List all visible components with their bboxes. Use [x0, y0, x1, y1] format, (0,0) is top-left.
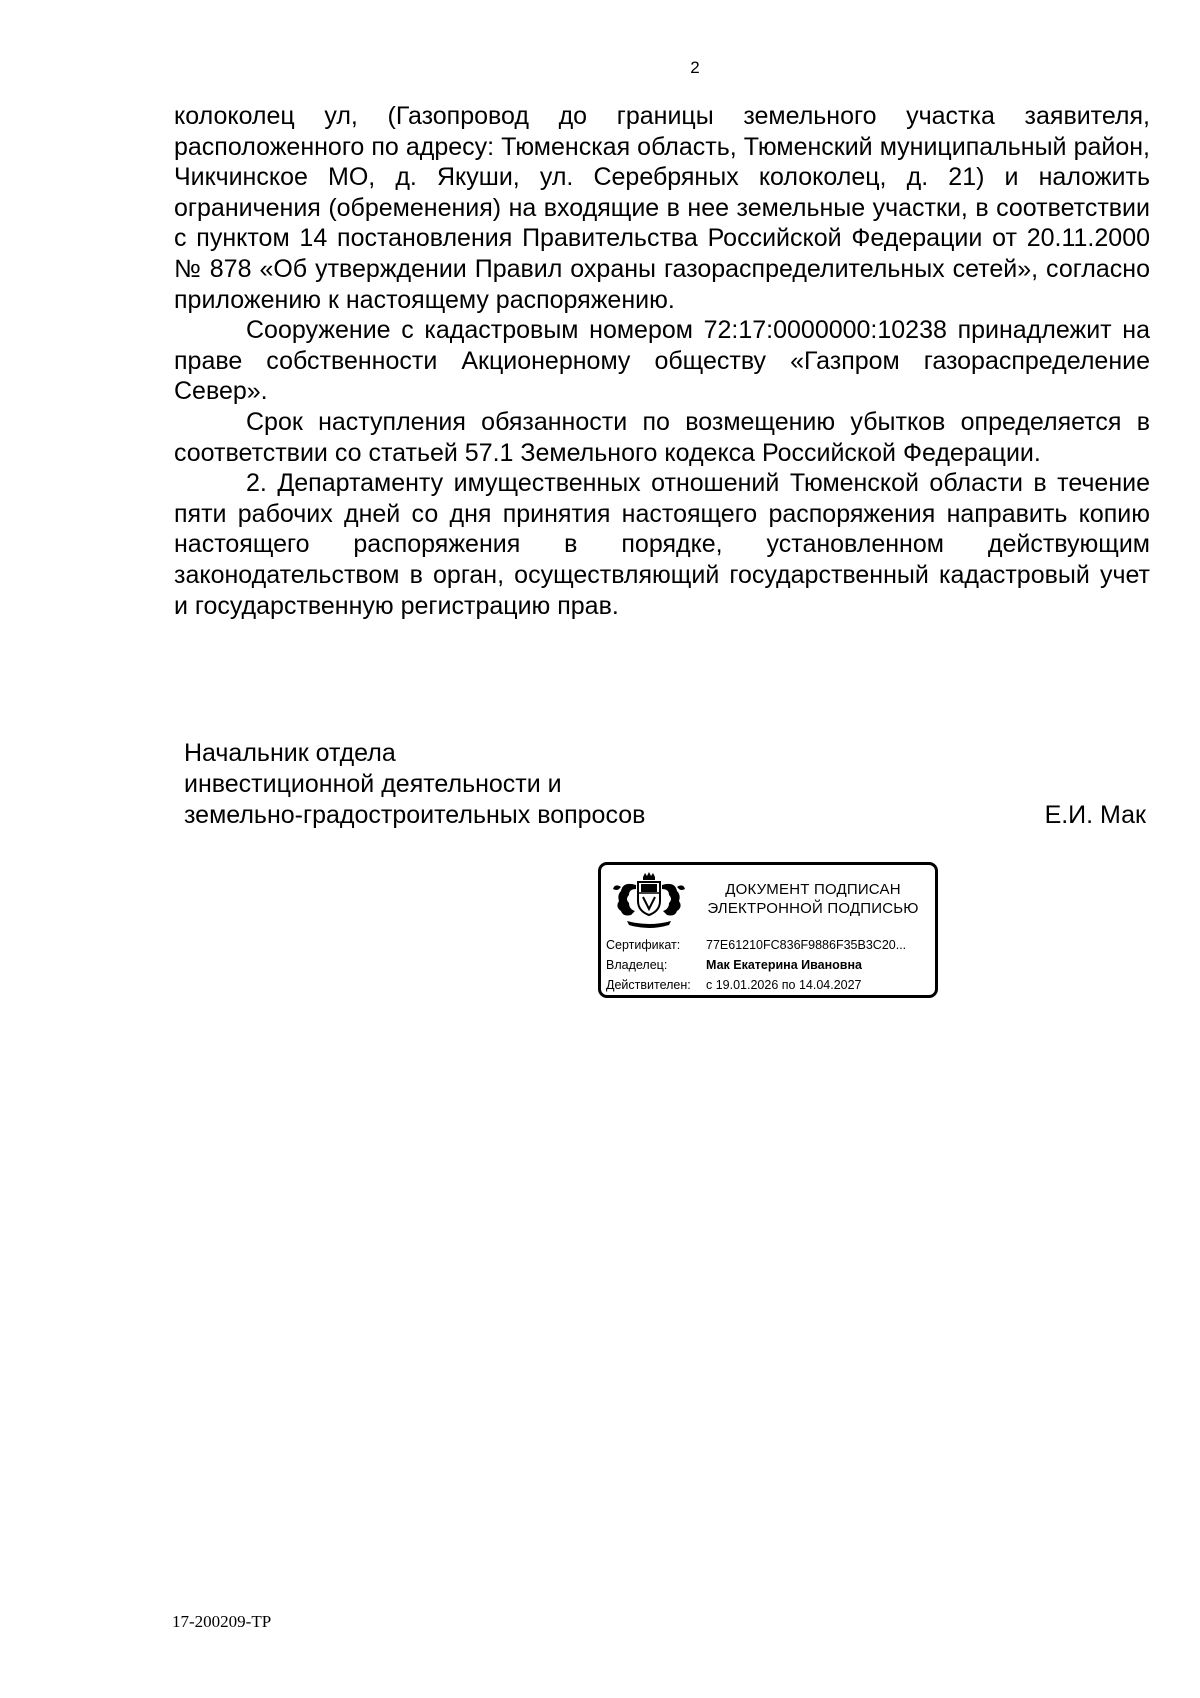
stamp-row-certificate [606, 935, 931, 955]
stamp-row-label: Сертификат: [606, 938, 681, 952]
electronic-signature-stamp [598, 862, 938, 998]
paragraph-ownership: Сооружение с кадастровым номером 72:17:0000000:10238 принадлежит на праве собственности Акционерному обществу «Газпром газораспределение Север». [174, 316, 1150, 406]
stamp-title-line: ЭЛЕКТРОННОЙ ПОДПИСЬЮ [707, 900, 919, 917]
signature-position-line: инвестиционной деятельности и [184, 770, 562, 798]
stamp-title [693, 880, 933, 918]
paragraph-continuation: колоколец ул, (Газопровод до границы земельного участка заявителя, расположенного по адресу: Тюменская область, Тюменский муниципальный район, Чикчинское МО, д. Якуши, ул. Серебряных колоколец, д. 21) и наложить ограничения (обременения) на входящие в нее земельные участки, в соответствии с пунктом 14 постановления Правительства Российской Федерации от 20.11.2000 № 878 «Об утверждении Правил охраны газораспределительных сетей», согласно приложению к настоящему распоряжению. [174, 102, 1150, 314]
signature-position [184, 738, 1144, 831]
stamp-details [606, 935, 931, 995]
document-body [174, 101, 1150, 621]
coat-of-arms-icon [609, 871, 689, 935]
stamp-title-line: ДОКУМЕНТ ПОДПИСАН [725, 881, 901, 898]
signature-position-line: земельно-градостроительных вопросов [184, 801, 646, 829]
stamp-row-label: Действителен: [606, 978, 691, 992]
signer-name: Е.И. Мак [1044, 801, 1146, 829]
stamp-row-value: с 19.01.2026 по 14.04.2027 [706, 978, 862, 992]
document-code: 17-200209-ТР [172, 1612, 272, 1631]
paragraph-item-2: 2. Департаменту имущественных отношений Тюменской области в течение пяти рабочих дней со дня принятия настоящего распоряжения направить копию настоящего распоряжения в порядке, установленном действующим законодательством в орган, осуществляющий государственный кадастровый учет и государственную регистрацию прав. [174, 469, 1150, 620]
signature-position-line: Начальник отдела [184, 739, 396, 767]
stamp-row-value: Мак Екатерина Ивановна [706, 958, 862, 972]
paragraph-compensation: Срок наступления обязанности по возмещению убытков определяется в соответствии со статьей 57.1 Земельного кодекса Российской Федерации. [174, 407, 1150, 467]
page-number: 2 [690, 58, 700, 77]
stamp-row-owner [606, 955, 931, 975]
stamp-row-label: Владелец: [606, 958, 668, 972]
stamp-row-value: 77E61210FC836F9886F35B3C20... [706, 938, 907, 952]
stamp-row-validity [606, 975, 931, 995]
